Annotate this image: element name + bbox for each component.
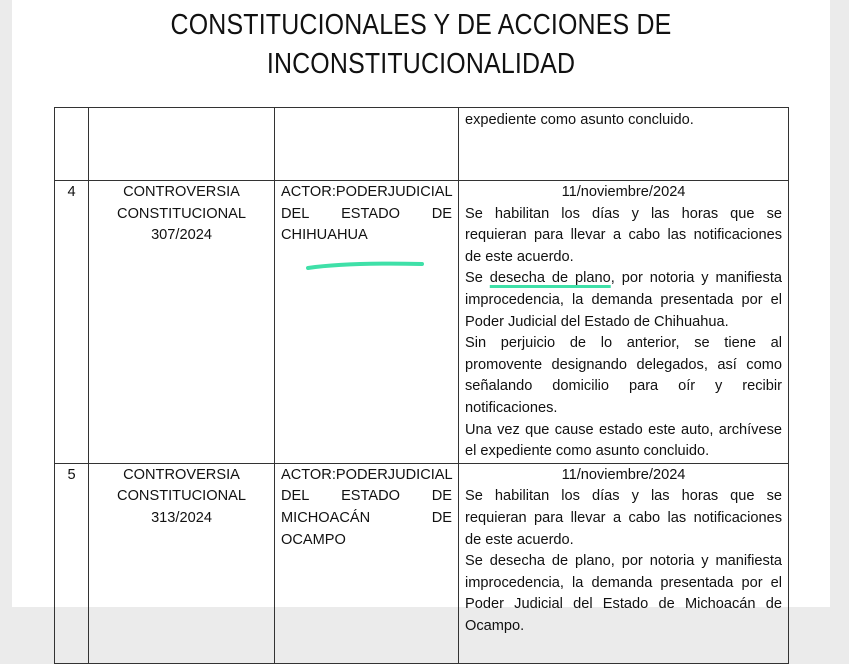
actor-cell bbox=[275, 108, 459, 181]
page-title bbox=[69, 6, 772, 84]
actor-cell bbox=[275, 463, 459, 663]
row-number-cell bbox=[55, 108, 89, 181]
case-type-line: CONTROVERSIA bbox=[123, 466, 240, 483]
title-line-1: CONSTITUCIONALES Y DE ACCIONES DE bbox=[170, 9, 672, 41]
actor-line: ACTOR: PODER JUDICIAL bbox=[281, 184, 453, 200]
document-page bbox=[12, 0, 830, 634]
agreement-paragraph: Se habilitan los días y las horas que se requieran para llevar a cabo las notificaciones de este acuerdo. bbox=[465, 205, 782, 265]
row-number-cell bbox=[55, 181, 89, 464]
case-number: 307/2024 bbox=[151, 227, 212, 244]
table-row bbox=[55, 108, 789, 181]
case-type-line: CONSTITUCIONAL bbox=[117, 205, 246, 222]
agreement-paragraph: Se desecha de plano, por notoria y manifiesta improcedencia, la demanda presentada por el Poder Judicial del Estado de Michoacán de Ocampo. bbox=[465, 553, 782, 634]
actor-cell bbox=[275, 181, 459, 464]
case-type-line: CONTROVERSIA bbox=[123, 184, 240, 200]
agreement-paragraph: Se habilitan los días y las horas que se requieran para llevar a cabo las notificaciones de este acuerdo. bbox=[465, 488, 782, 548]
agreement-date: 11/noviembre/2024 bbox=[561, 466, 686, 483]
row-number-cell bbox=[55, 463, 89, 663]
highlighted-phrase: desecha de plano bbox=[489, 270, 611, 287]
cases-table bbox=[54, 107, 789, 664]
agreement-cell bbox=[459, 108, 789, 181]
agreement-paragraph: Una vez que cause estado este auto, archívese el expediente como asunto concluido. bbox=[465, 421, 782, 460]
row-number: 5 bbox=[67, 466, 76, 483]
agreement-paragraph: Sin perjuicio de lo anterior, se tiene al promovente designando delegados, así como señalando domicilio para oír y recibir notificaciones. bbox=[465, 335, 782, 416]
case-number: 313/2024 bbox=[151, 509, 212, 526]
agreement-date: 11/noviembre/2024 bbox=[561, 184, 686, 200]
table-row bbox=[55, 463, 789, 663]
case-type-cell bbox=[89, 108, 275, 181]
agreement-paragraph: Se desecha de plano, por notoria y manifiesta improcedencia, la demanda presentada por el Poder Judicial del Estado de Chihuahua. bbox=[465, 270, 782, 330]
actor-line: MICHOACÁN DE OCAMPO bbox=[281, 509, 452, 548]
case-type-cell bbox=[89, 463, 275, 663]
actor-line: DEL ESTADO DE bbox=[281, 488, 452, 505]
table-row bbox=[55, 181, 789, 464]
actor-line: DEL ESTADO DE bbox=[281, 205, 452, 222]
row-number: 4 bbox=[67, 184, 76, 200]
agreement-text: expediente como asunto concluido. bbox=[465, 112, 694, 128]
actor-line: CHIHUAHUA bbox=[281, 227, 368, 244]
case-type-line: CONSTITUCIONAL bbox=[117, 488, 246, 505]
title-line-2: INCONSTITUCIONALIDAD bbox=[266, 48, 576, 80]
agreement-cell bbox=[459, 463, 789, 663]
actor-line: ACTOR: PODER JUDICIAL bbox=[281, 466, 453, 483]
agreement-cell bbox=[459, 181, 789, 464]
case-type-cell bbox=[89, 181, 275, 464]
